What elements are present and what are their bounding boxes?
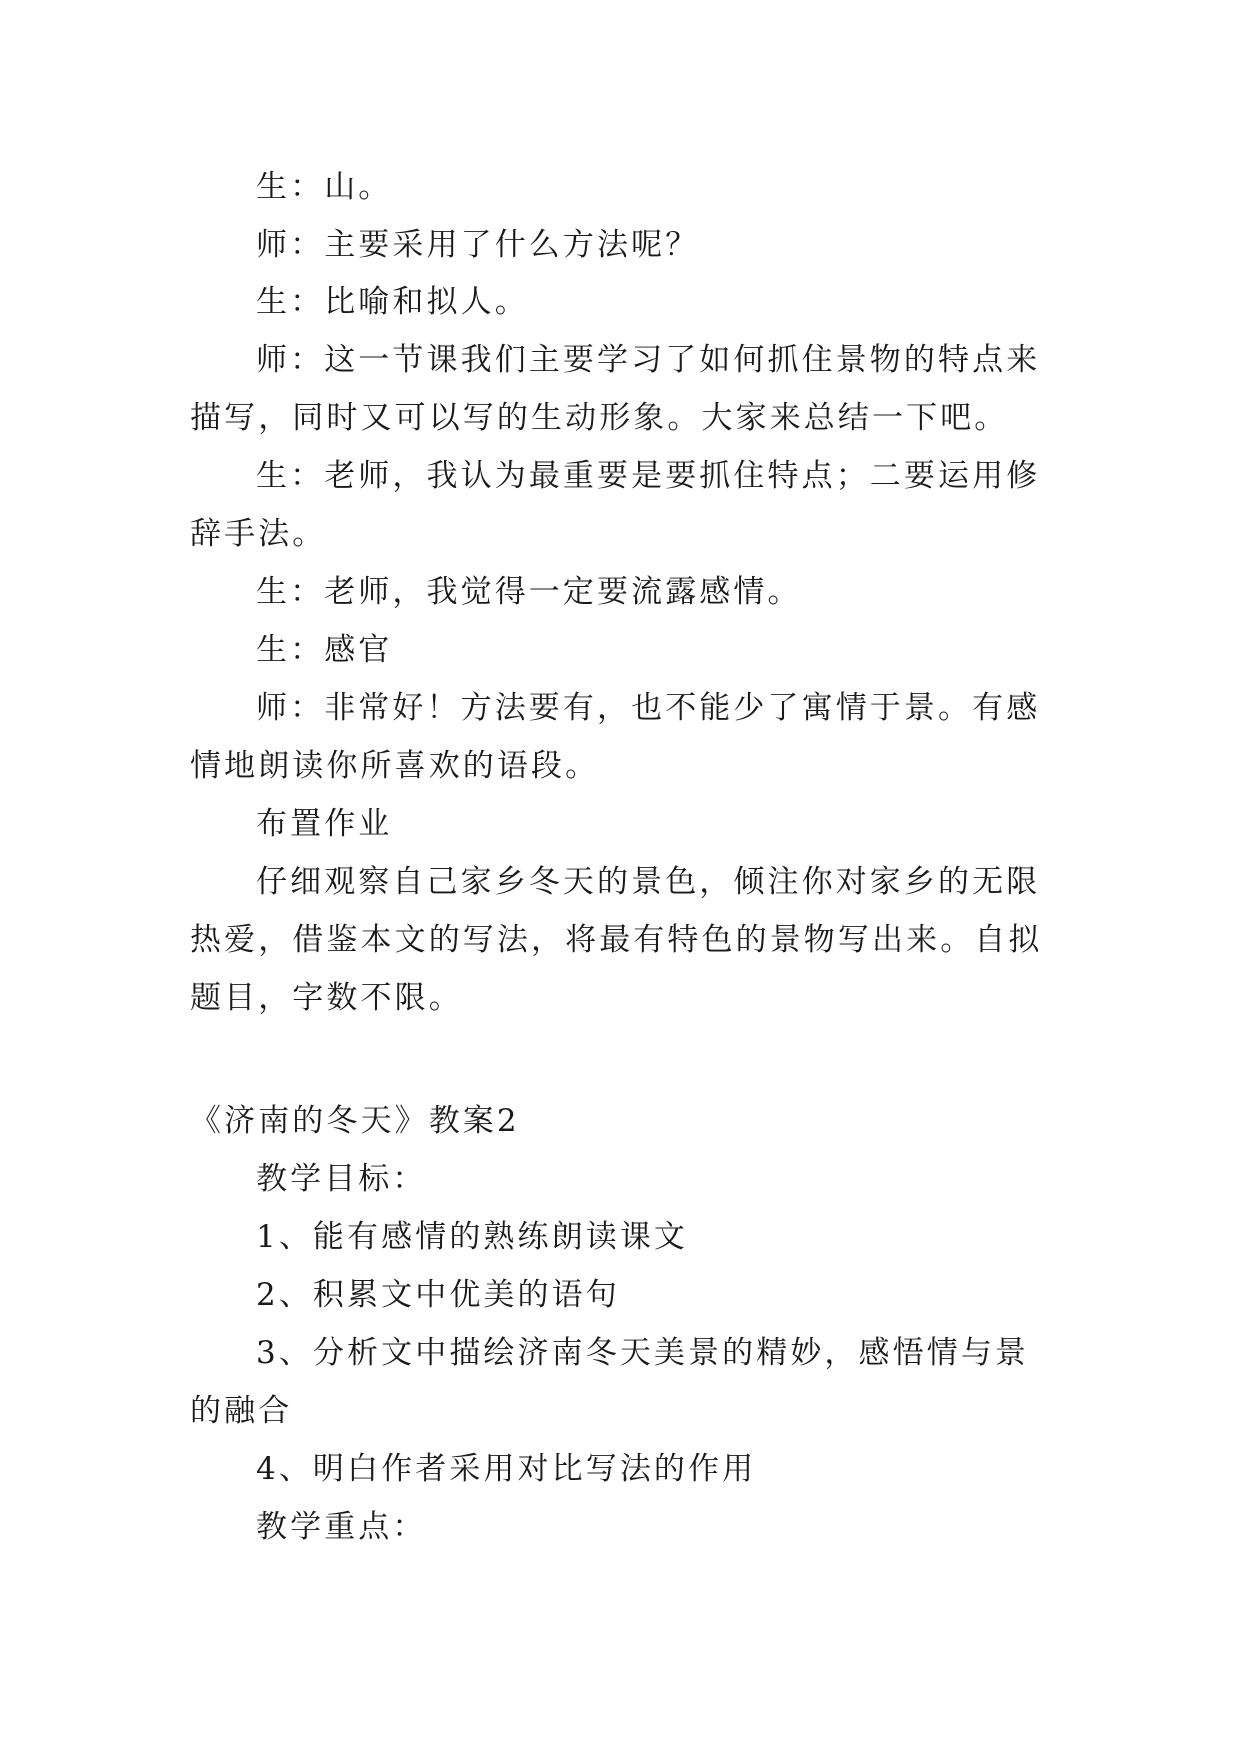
paragraph-2: 师：主要采用了什么方法呢？	[256, 227, 700, 263]
paragraph-8: 师：非常好！方法要有，也不能少了寓情于景。有感情地朗读你所喜欢的语段。	[190, 690, 1041, 784]
section-paragraph-6: 教学重点：	[256, 1509, 427, 1545]
paragraph-6: 生：老师，我觉得一定要流露感情。	[256, 574, 802, 610]
paragraph-3: 生：比喻和拟人。	[256, 284, 529, 320]
paragraph-4: 师：这一节课我们主要学习了如何抓住景物的特点来描写，同时又可以写的生动形象。大家来总结一下吧。	[190, 342, 1041, 436]
section-paragraph-5: 4、明白作者采用对比写法的作用	[256, 1451, 757, 1487]
section-title: 《济南的冬天》教案2	[190, 1103, 520, 1139]
paragraph-5: 生：老师，我认为最重要是要抓住特点；二要运用修辞手法。	[190, 458, 1041, 552]
section-paragraph-1: 教学目标：	[256, 1161, 427, 1197]
section-paragraph-2: 1、能有感情的熟练朗读课文	[256, 1219, 689, 1255]
paragraph-9: 布置作业	[256, 806, 393, 842]
paragraph-1: 生：山。	[256, 169, 393, 205]
paragraph-10: 仔细观察自己家乡冬天的景色，倾注你对家乡的无限热爱，借鉴本文的写法，将最有特色的景物写出来。自拟题目，字数不限。	[190, 864, 1043, 1016]
section-paragraph-4: 3、分析文中描绘济南冬天美景的精妙，感悟情与景的融合	[190, 1335, 1030, 1429]
section-paragraph-3: 2、积累文中优美的语句	[256, 1277, 620, 1313]
paragraph-7: 生：感官	[256, 632, 393, 668]
